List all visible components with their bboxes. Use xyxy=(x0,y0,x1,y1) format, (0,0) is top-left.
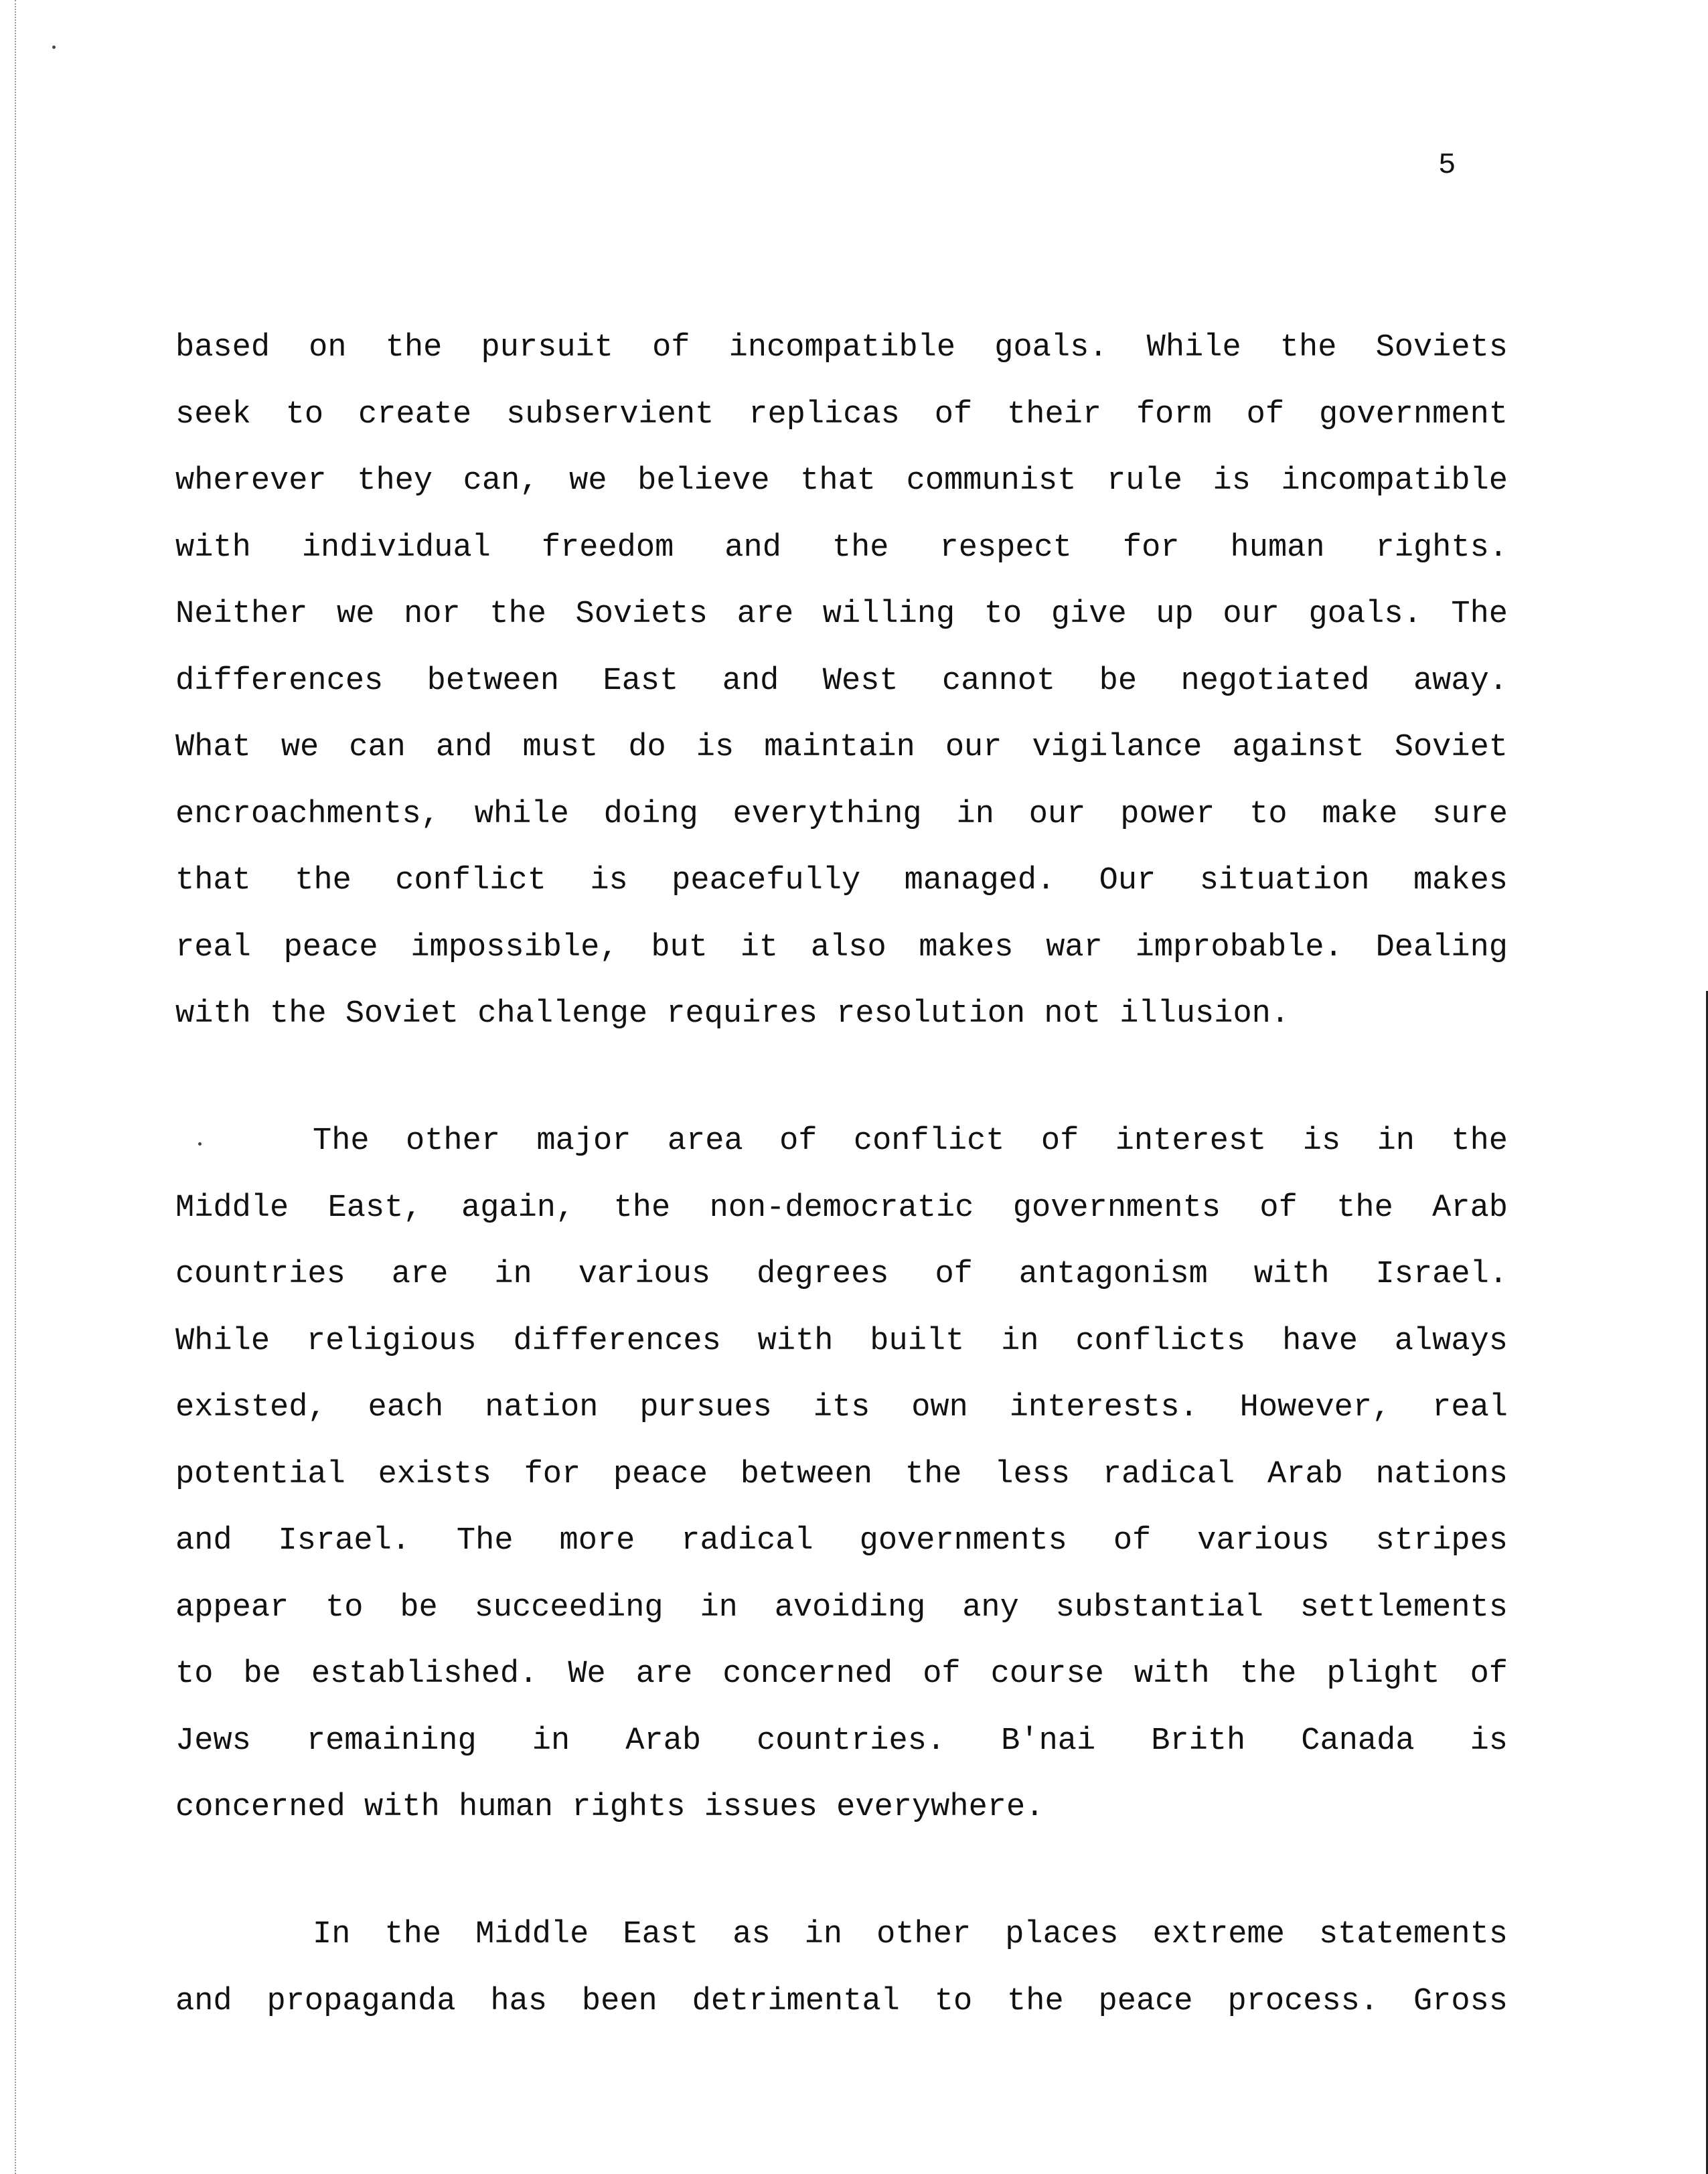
text-line: What we can and must do is maintain our vigilance against Soviet xyxy=(175,730,1508,765)
text-line: While religious differences with built in conflicts have always xyxy=(175,1323,1508,1359)
text-line: existed, each nation pursues its own interests. However, real xyxy=(175,1390,1508,1425)
text-line: that the conflict is peacefully managed. Our situation makes xyxy=(175,863,1508,899)
scan-speck xyxy=(52,46,56,49)
text-line: wherever they can, we believe that communist rule is incompatible xyxy=(175,463,1508,499)
text-line: Middle East, again, the non-democratic governments of the Arab xyxy=(175,1190,1508,1226)
text-line: Neither we nor the Soviets are willing to give up our goals. The xyxy=(175,597,1508,632)
paragraph xyxy=(175,1108,1508,1841)
text-line: encroachments, while doing everything in our power to make sure xyxy=(175,796,1508,832)
text-line: with individual freedom and the respect for human rights. xyxy=(175,530,1508,566)
text-line: with the Soviet challenge requires resolution not illusion. xyxy=(175,996,1290,1032)
text-line: potential exists for peace between the less radical Arab nations xyxy=(175,1456,1508,1492)
text-line: Jews remaining in Arab countries. B'nai Brith Canada is xyxy=(175,1723,1508,1759)
text-line: real peace impossible, but it also makes war improbable. Dealing xyxy=(175,929,1508,965)
scan-left-edge xyxy=(15,0,16,2174)
page-number: 5 xyxy=(1438,149,1456,182)
text-line: In the Middle East as in other places extreme statements xyxy=(313,1917,1508,1952)
text-line: based on the pursuit of incompatible goals. While the Soviets xyxy=(175,330,1508,366)
text-line: concerned with human rights issues everywhere. xyxy=(175,1790,1044,1825)
text-line: and propaganda has been detrimental to the peace process. Gross xyxy=(175,1983,1508,2019)
text-line: to be established. We are concerned of course with the plight of xyxy=(175,1656,1508,1692)
text-line: differences between East and West cannot be negotiated away. xyxy=(175,663,1508,699)
text-line: appear to be succeeding in avoiding any substantial settlements xyxy=(175,1589,1508,1626)
text-line: and Israel. The more radical governments of various stripes xyxy=(175,1523,1508,1559)
paragraph xyxy=(175,315,1508,1048)
text-line: countries are in various degrees of antagonism with Israel. xyxy=(175,1257,1508,1292)
text-line: seek to create subservient replicas of their form of government xyxy=(175,396,1508,433)
paragraph xyxy=(175,1901,1508,2035)
text-line: The other major area of conflict of interest is in the xyxy=(313,1123,1508,1159)
